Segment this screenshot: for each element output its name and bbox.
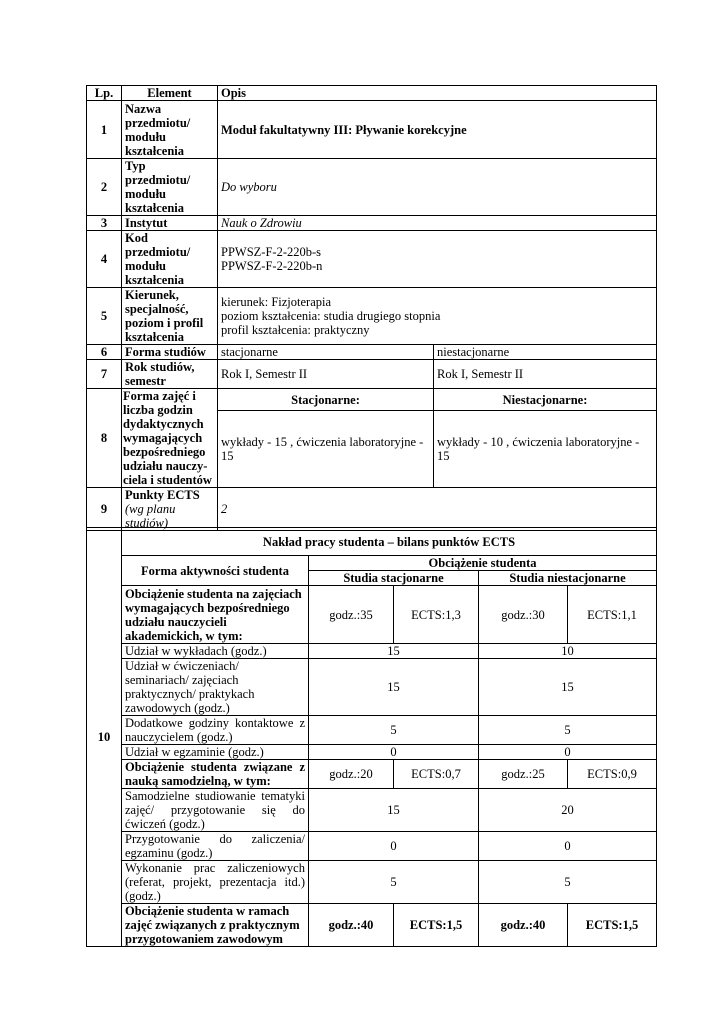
lecture-stac: 15 xyxy=(309,644,479,659)
independent-study-label: Samodzielne studiowanie tematyki zajęć/ przygotowanie się do ćwiczeń (godz.) xyxy=(122,789,309,832)
workload-title: Nakład pracy studenta – bilans punktów ECTS xyxy=(122,528,657,556)
year-semester-niestacjonarne: Rok I, Semestr II xyxy=(434,360,657,389)
ects-label-note: (wg planu studiów) xyxy=(125,502,176,530)
independent-study-stac: 15 xyxy=(309,789,479,832)
row-label: Rok studiów, semestr xyxy=(122,360,218,389)
row-number: 6 xyxy=(87,345,122,360)
practical-niestac-hours: godz.:40 xyxy=(479,904,568,947)
course-name: Moduł fakultatywny III: Pływanie korekcyjne xyxy=(218,101,657,159)
classes-stacjonarne: wykłady - 15 , ćwiczenia laboratoryjne - 15 xyxy=(218,411,434,488)
exam-prep-label: Przygotowanie do zaliczenia/ egzaminu (godz.) xyxy=(122,832,309,861)
self-niestac-ects: ECTS:0,9 xyxy=(568,760,657,789)
practical-niestac-ects: ECTS:1,5 xyxy=(568,904,657,947)
exam-prep-stac: 0 xyxy=(309,832,479,861)
exam-niestac: 0 xyxy=(479,745,657,760)
assignments-label: Wykonanie prac zaliczeniowych (referat, projekt, prezentacja itd.) (godz.) xyxy=(122,861,309,904)
exercises-stac: 15 xyxy=(309,659,479,716)
self-niestac-hours: godz.:25 xyxy=(479,760,568,789)
direct-niestac-ects: ECTS:1,1 xyxy=(568,586,657,644)
institute: Nauk o Zdrowiu xyxy=(218,216,657,231)
header-element: Element xyxy=(122,86,218,101)
col-activity: Forma aktywności studenta xyxy=(122,556,309,586)
assignments-niestac: 5 xyxy=(479,861,657,904)
self-study-label: Obciążenie studenta związane z nauką samodzielną, w tym: xyxy=(122,760,309,789)
row-label: Forma studiów xyxy=(122,345,218,360)
row-number: 8 xyxy=(87,389,122,488)
row-number: 4 xyxy=(87,231,122,288)
row-number: 2 xyxy=(87,159,122,216)
row-number: 9 xyxy=(87,488,122,531)
classes-header-niestacjonarne: Niestacjonarne: xyxy=(434,389,657,411)
field-of-study: kierunek: Fizjoterapia poziom kształcenia: studia drugiego stopnia profil kształcenia: praktyczny xyxy=(218,288,657,345)
independent-study-niestac: 20 xyxy=(479,789,657,832)
year-semester-stacjonarne: Rok I, Semestr II xyxy=(218,360,434,389)
study-form-stacjonarne: stacjonarne xyxy=(218,345,434,360)
header-lp: Lp. xyxy=(87,86,122,101)
study-form-niestacjonarne: niestacjonarne xyxy=(434,345,657,360)
exam-stac: 0 xyxy=(309,745,479,760)
classes-header-stacjonarne: Stacjonarne: xyxy=(218,389,434,411)
contact-hours-stac: 5 xyxy=(309,716,479,745)
assignments-stac: 5 xyxy=(309,861,479,904)
self-stac-hours: godz.:20 xyxy=(309,760,394,789)
practical-stac-ects: ECTS:1,5 xyxy=(394,904,479,947)
row-label: Typ przedmiotu/ modułu kształcenia xyxy=(122,159,218,216)
row-label: Kierunek, specjalność, poziom i profil kształcenia xyxy=(122,288,218,345)
row-label: Kod przedmiotu/ modułu kształcenia xyxy=(122,231,218,288)
direct-load-label: Obciążenie studenta na zajęciach wymagających bezpośredniego udziału nauczycieli akademickich, w tym: xyxy=(122,586,309,644)
row-number: 1 xyxy=(87,101,122,159)
course-info-table xyxy=(86,85,657,531)
col-stacjonarne: Studia stacjonarne xyxy=(309,571,479,586)
exercises-label: Udział w ćwiczeniach/ seminariach/ zajęciach praktycznych/ praktykach zawodowych (godz.) xyxy=(122,659,309,716)
row-label xyxy=(122,488,218,531)
row-number: 3 xyxy=(87,216,122,231)
exam-prep-niestac: 0 xyxy=(479,832,657,861)
lecture-label: Udział w wykładach (godz.) xyxy=(122,644,309,659)
exam-label: Udział w egzaminie (godz.) xyxy=(122,745,309,760)
workload-table xyxy=(86,527,657,947)
ects-label: Punkty ECTS xyxy=(125,488,200,502)
lecture-niestac: 10 xyxy=(479,644,657,659)
col-niestacjonarne: Studia niestacjonarne xyxy=(479,571,657,586)
col-load: Obciążenie studenta xyxy=(309,556,657,571)
direct-stac-hours: godz.:35 xyxy=(309,586,394,644)
course-type: Do wyboru xyxy=(218,159,657,216)
row-label: Nazwa przedmiotu/ modułu kształcenia xyxy=(122,101,218,159)
course-code: PPWSZ-F-2-220b-s PPWSZ-F-2-220b-n xyxy=(218,231,657,288)
direct-stac-ects: ECTS:1,3 xyxy=(394,586,479,644)
row-label: Forma zajęć i liczba godzin dydaktycznych wymagających bezpośredniego udziału nauczy- ciela i studentów xyxy=(122,389,218,488)
ects-value: 2 xyxy=(218,488,657,531)
row-number: 7 xyxy=(87,360,122,389)
self-stac-ects: ECTS:0,7 xyxy=(394,760,479,789)
practical-stac-hours: godz.:40 xyxy=(309,904,394,947)
exercises-niestac: 15 xyxy=(479,659,657,716)
row-label: Instytut xyxy=(122,216,218,231)
classes-niestacjonarne: wykłady - 10 , ćwiczenia laboratoryjne - 15 xyxy=(434,411,657,488)
row-number: 10 xyxy=(87,528,122,947)
row-number: 5 xyxy=(87,288,122,345)
header-opis: Opis xyxy=(218,86,657,101)
contact-hours-niestac: 5 xyxy=(479,716,657,745)
practical-label: Obciążenie studenta w ramach zajęć związanych z praktycznym przygotowaniem zawodowym xyxy=(122,904,309,947)
direct-niestac-hours: godz.:30 xyxy=(479,586,568,644)
contact-hours-label: Dodatkowe godziny kontaktowe z nauczycielem (godz.) xyxy=(122,716,309,745)
